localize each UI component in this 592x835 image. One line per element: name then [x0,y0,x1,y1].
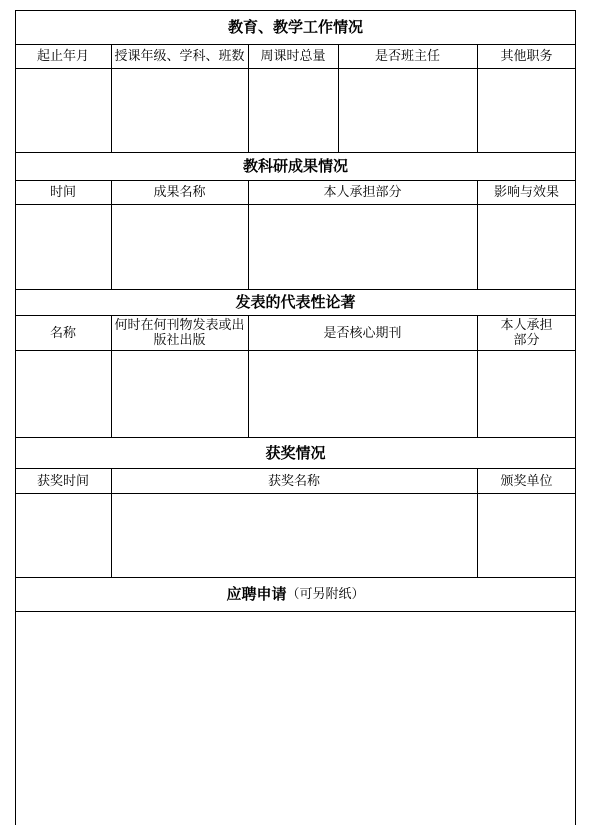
entry-field[interactable] [248,351,477,437]
section-title-text: 教育、教学工作情况 [227,17,363,36]
header-other-duties: 其他职务 [500,49,553,64]
section-title-awards [15,438,576,468]
header-publication: 何时在何刊物发表或出版社出版 [114,318,245,348]
header-cell [111,45,248,68]
header-award-name: 获奖名称 [267,473,320,489]
header-cell [477,181,576,204]
header-award-time: 获奖时间 [36,473,89,489]
header-cell [338,45,477,68]
header-cell [248,181,477,204]
entry-field[interactable] [248,69,338,152]
entry-field[interactable] [477,205,576,289]
entry-field[interactable] [111,205,248,289]
header-result-name: 成果名称 [153,185,206,200]
entry-field[interactable] [111,69,248,152]
header-cell [15,181,111,204]
entry-field[interactable] [477,494,576,577]
section-title-note: （可另附纸） [286,587,365,602]
entry-field[interactable] [111,351,248,437]
application-form-sheet [15,10,576,825]
header-cell [477,316,576,350]
entry-field[interactable] [15,351,111,437]
header-grade-subject-classes: 授课年级、学科、班数 [114,49,245,64]
section-title-text: 发表的代表性论著 [235,293,356,311]
section-title-papers [15,290,576,315]
header-impact: 影响与效果 [493,185,559,200]
entry-field[interactable] [477,69,576,152]
header-cell [15,45,111,68]
header-cell [15,469,111,493]
entry-field[interactable] [248,205,477,289]
section-title-application [15,578,576,611]
header-head-teacher: 是否班主任 [374,49,440,64]
section-title-research [15,153,576,180]
entry-field[interactable] [338,69,477,152]
application-text-area[interactable] [15,612,576,825]
header-cell [477,469,576,493]
section-title-teaching [15,10,576,44]
header-time: 时间 [49,185,76,200]
header-award-issuer: 颁奖单位 [500,473,553,489]
header-cell [477,45,576,68]
header-paper-name: 名称 [49,325,76,341]
header-cell [248,316,477,350]
header-own-part: 本人承担部分 [500,318,553,348]
entry-field[interactable] [15,69,111,152]
header-cell [248,45,338,68]
section-title-text: 应聘申请 [226,585,287,603]
header-cell [15,316,111,350]
entry-field[interactable] [477,351,576,437]
header-cell [111,469,477,493]
header-weekly-hours: 周课时总量 [260,49,326,64]
entry-field[interactable] [15,205,111,289]
header-cell [111,181,248,204]
section-title-text: 教科研成果情况 [242,157,348,175]
header-period: 起止年月 [36,49,89,64]
entry-field[interactable] [15,494,111,577]
entry-field[interactable] [111,494,477,577]
header-own-part: 本人承担部分 [323,185,402,200]
header-cell [111,316,248,350]
header-core-journal: 是否核心期刊 [323,325,402,341]
section-title-text: 获奖情况 [265,443,326,462]
